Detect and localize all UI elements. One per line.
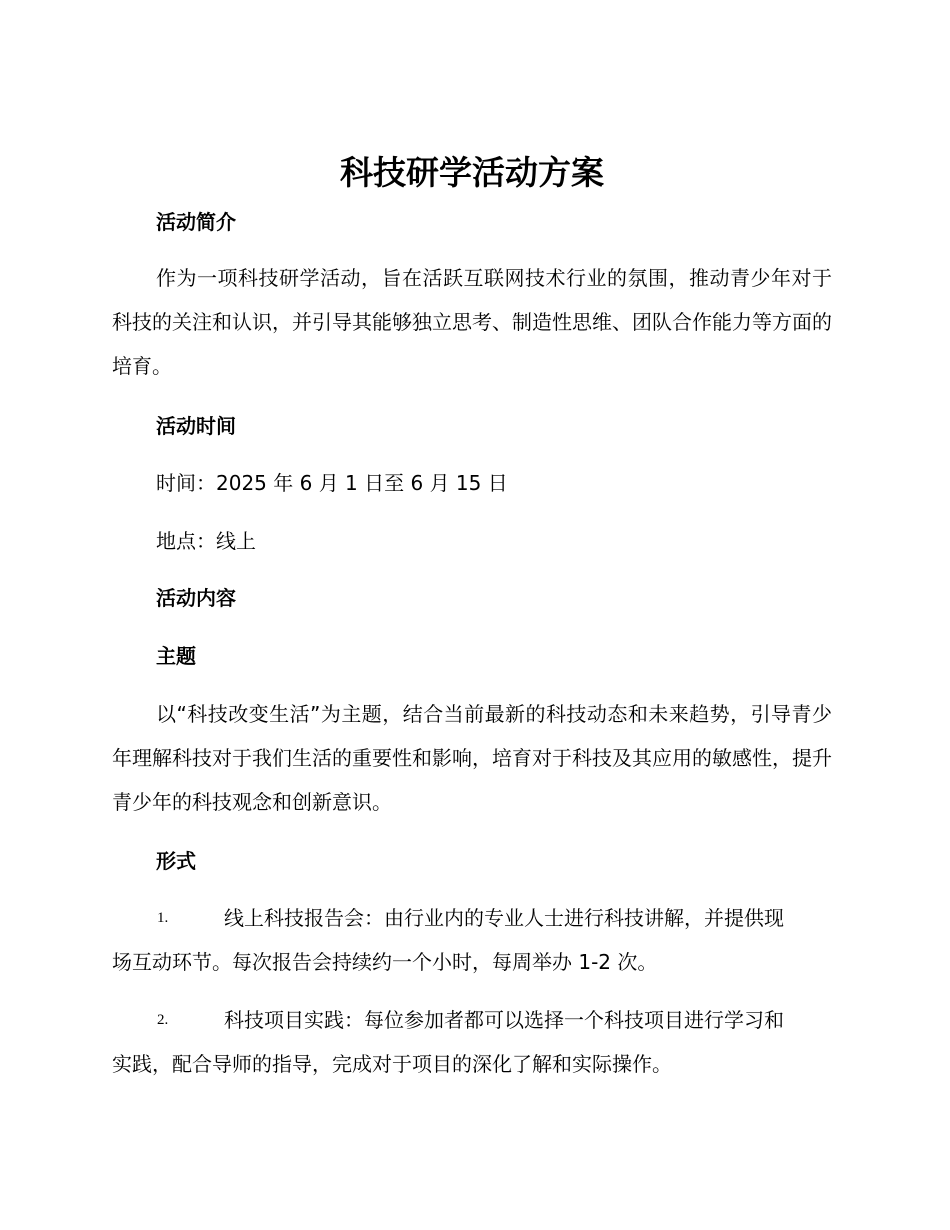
heading-intro: 活动简介 bbox=[156, 210, 236, 234]
list-item bbox=[112, 896, 832, 984]
heading-form: 形式 bbox=[156, 849, 196, 873]
list-item-number: 1. bbox=[157, 910, 169, 926]
time-line: 时间：2025 年 6 月 1 日至 6 月 15 日 bbox=[156, 471, 508, 495]
list-item-first-line bbox=[112, 998, 832, 1042]
list-item-number: 2. bbox=[157, 1012, 169, 1028]
place-line: 地点：线上 bbox=[156, 529, 256, 553]
document-title: 科技研学活动方案 bbox=[340, 153, 604, 192]
theme-paragraph: 以“科技改变生活”为主题，结合当前最新的科技动态和未来趋势，引导青少年理解科技对于我们生活的重要性和影响，培育对于科技及其应用的敏感性，提升青少年的科技观念和创新意识。 bbox=[112, 702, 832, 814]
document-page bbox=[112, 0, 832, 1230]
list-item-first-line bbox=[112, 896, 832, 940]
list-item-text: 科技项目实践：每位参加者都可以选择一个科技项目进行学习和 bbox=[224, 1008, 784, 1032]
list-item-text: 线上科技报告会：由行业内的专业人士进行科技讲解，并提供现 bbox=[224, 906, 784, 930]
heading-time: 活动时间 bbox=[156, 414, 236, 438]
list-item-continuation: 场互动环节。每次报告会持续约一个小时，每周举办 1-2 次。 bbox=[112, 950, 658, 974]
heading-content: 活动内容 bbox=[156, 586, 236, 610]
heading-theme: 主题 bbox=[156, 644, 196, 668]
list-item bbox=[112, 998, 832, 1086]
list-item-continuation: 实践，配合导师的指导，完成对于项目的深化了解和实际操作。 bbox=[112, 1052, 672, 1076]
intro-paragraph: 作为一项科技研学活动，旨在活跃互联网技术行业的氛围，推动青少年对于科技的关注和认识，并引导其能够独立思考、制造性思维、团队合作能力等方面的培育。 bbox=[112, 266, 832, 378]
